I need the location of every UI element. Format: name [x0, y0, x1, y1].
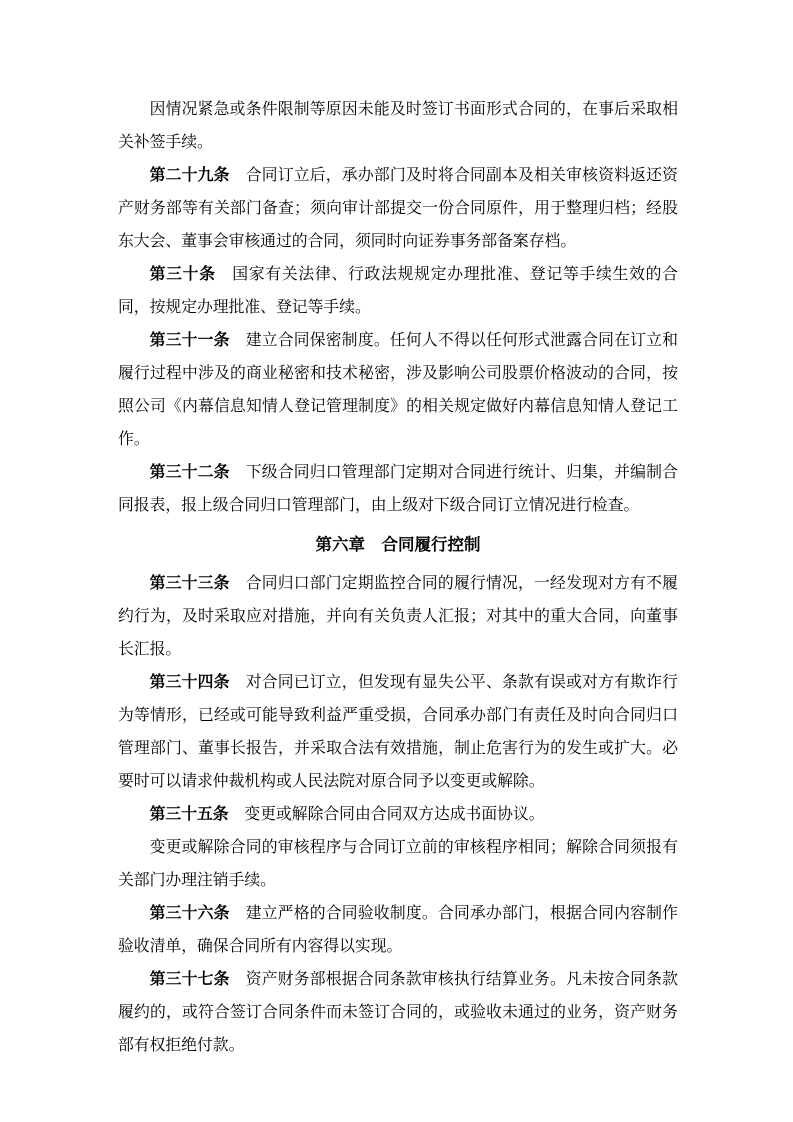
article-30-number: 第三十条 [149, 266, 233, 283]
article-33-paragraph [118, 567, 678, 666]
article-37-paragraph [118, 963, 678, 1062]
article-31-text: 建立合同保密制度。任何人不得以任何形式泄露合同在订立和履行过程中涉及的商业秘密和技术秘密，涉及影响公司股票价格波动的合同，按照公司《内幕信息知情人登记管理制度》的相关规定做好内幕信息知情人登记工作。 [118, 332, 678, 448]
article-34-paragraph [118, 666, 678, 798]
paragraph-text: 变更或解除合同的审核程序与合同订立前的审核程序相同；解除合同须报有关部门办理注销手续。 [118, 839, 678, 889]
paragraph-supplementary-signing [118, 93, 678, 159]
article-30-paragraph [118, 258, 678, 324]
chapter-6-heading: 第六章 合同履行控制 [315, 535, 481, 554]
paragraph-change-termination-procedure [118, 831, 678, 897]
article-35-number: 第三十五条 [149, 806, 245, 823]
article-35-text: 变更或解除合同由合同双方达成书面协议。 [244, 806, 545, 823]
article-35-paragraph [118, 798, 678, 831]
article-36-text: 建立严格的合同验收制度。合同承办部门，根据合同内容制作验收清单，确保合同所有内容得以实现。 [118, 905, 678, 955]
article-34-text: 对合同已订立，但发现有显失公平、条款有误或对方有欺诈行为等情形，已经或可能导致利益严重受损，合同承办部门有责任及时向合同归口管理部门、董事长报告，并采取合法有效措施，制止危害行为的发生或扩大。必要时可以请求仲裁机构或人民法院对原合同予以变更或解除。 [118, 674, 678, 790]
article-37-number: 第三十七条 [149, 971, 246, 988]
article-34-number: 第三十四条 [149, 674, 246, 691]
article-31-paragraph [118, 324, 678, 456]
article-29-number: 第二十九条 [149, 167, 246, 184]
article-36-paragraph [118, 897, 678, 963]
article-29-paragraph [118, 159, 678, 258]
article-32-text: 下级合同归口管理部门定期对合同进行统计、归集，并编制合同报表，报上级合同归口管理部门，由上级对下级合同订立情况进行检查。 [118, 464, 678, 514]
article-31-number: 第三十一条 [149, 332, 246, 349]
article-32-number: 第三十二条 [149, 464, 246, 481]
article-33-number: 第三十三条 [149, 575, 246, 592]
paragraph-text: 因情况紧急或条件限制等原因未能及时签订书面形式合同的，在事后采取相关补签手续。 [118, 101, 678, 151]
article-30-text: 国家有关法律、行政法规规定办理批准、登记等手续生效的合同，按规定办理批准、登记等手续。 [118, 266, 678, 316]
article-32-paragraph [118, 456, 678, 522]
article-29-text: 合同订立后，承办部门及时将合同副本及相关审核资料返还资产财务部等有关部门备查；须向审计部提交一份合同原件，用于整理归档；经股东大会、董事会审核通过的合同，须同时向证券事务部备案存档。 [118, 167, 678, 250]
article-36-number: 第三十六条 [149, 905, 246, 922]
article-37-text: 资产财务部根据合同条款审核执行结算业务。凡未按合同条款履约的，或符合签订合同条件而未签订合同的，或验收未通过的业务，资产财务部有权拒绝付款。 [118, 971, 678, 1054]
article-33-text: 合同归口部门定期监控合同的履行情况，一经发现对方有不履约行为，及时采取应对措施，并向有关负责人汇报；对其中的重大合同，向董事长汇报。 [118, 575, 678, 658]
